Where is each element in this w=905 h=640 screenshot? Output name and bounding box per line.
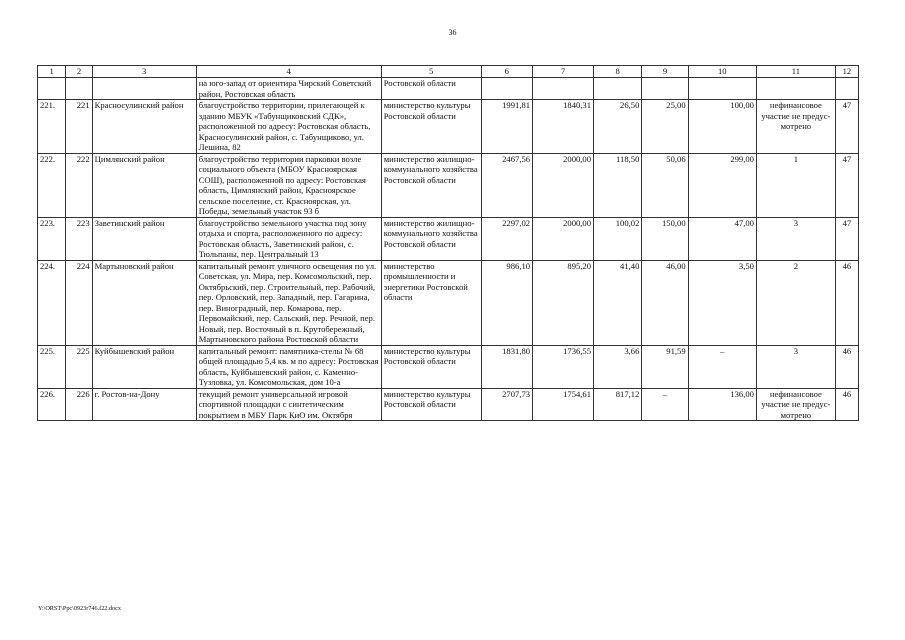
column-header: 1 [38,66,66,78]
description-cell: текущий ремонт универсальной игровой спортивной площадки с синтетическим покрытием в МБУ Парк КиО им. Октября [196,388,381,421]
ministry-cell: министерство жилищно-коммунального хозяйства Ростовской области [381,153,481,217]
ministry-cell: министерство жилищно-коммунального хозяйства Ростовской области [381,217,481,260]
value-cell: 46 [835,388,858,421]
value-cell: 47 [835,153,858,217]
participation-cell: нефинансовое участие не предус-мотрено [756,388,835,421]
district-cell: г. Ростов-на-Дону [92,388,196,421]
value-cell: 2467,56 [481,153,533,217]
row-number: 223. [38,217,66,260]
table-row [38,345,859,388]
district-cell: Куйбышевский район [92,345,196,388]
value-cell: 3,50 [688,260,756,345]
value-cell: 26,50 [594,100,642,154]
value-cell: 91,59 [642,345,688,388]
participation-cell: нефинансовое участие не предус-мотрено [756,100,835,154]
column-header: 8 [594,66,642,78]
value-cell: 136,00 [688,388,756,421]
value-cell: 150,00 [642,217,688,260]
row-index: 221 [66,100,92,154]
value-cell: 895,20 [533,260,594,345]
value-cell: 986,10 [481,260,533,345]
column-header: 3 [92,66,196,78]
column-header: 11 [756,66,835,78]
description-cell: капитальный ремонт: памятника-стелы № 68 общей площадью 5,4 кв. м по адресу: Ростовская область, Куйбышевский район, с. Каменно-Тузловка, ул. Комсомольская, дом 10-а [196,345,381,388]
column-header: 6 [481,66,533,78]
value-cell: 100,00 [688,100,756,154]
value-cell: 47 [835,217,858,260]
header-row [38,66,859,78]
value-cell: 47,00 [688,217,756,260]
value-cell: 2297,02 [481,217,533,260]
value-cell: 100,02 [594,217,642,260]
row-number: 222. [38,153,66,217]
value-cell: 299,00 [688,153,756,217]
ministry-cell: министерство культуры Ростовской области [381,100,481,154]
value-cell: 1991,81 [481,100,533,154]
column-header: 2 [66,66,92,78]
table-row [38,153,859,217]
value-cell: 46 [835,260,858,345]
row-number: 221. [38,100,66,154]
column-header: 4 [196,66,381,78]
program-table [37,65,859,421]
value-cell: 46 [835,345,858,388]
value-cell: 817,12 [594,388,642,421]
value-cell: 2707,73 [481,388,533,421]
value-cell: 2000,00 [533,153,594,217]
ministry-cell: министерство культуры Ростовской области [381,388,481,421]
page-number: 36 [448,28,457,37]
value-cell: 25,00 [642,100,688,154]
description-cell: благоустройство территории парковки возле социального объекта (МБОУ Красноярская СОШ), расположенной по адресу: Ростовская область, Цимлянский район, Красноярское сельское поселение, ст. Красноярская, ул. Победы, земельный участок 93 б [196,153,381,217]
participation-cell: 2 [756,260,835,345]
file-path-footer: Y:\ORST\Ppc\0923r746.f22.docx [38,605,121,612]
row-number: 226. [38,388,66,421]
participation-cell: 3 [756,217,835,260]
table-row [38,388,859,421]
value-cell: 1754,61 [533,388,594,421]
row-number: 224. [38,260,66,345]
description-cell: благоустройство земельного участка под зону отдыха и спорта, расположенного по адресу: Ростовская область, Заветинский район, с. Тюльпаны, пер. Центральный 13 [196,217,381,260]
participation-cell: 3 [756,345,835,388]
row-index: 226 [66,388,92,421]
continuation-row [38,78,859,100]
value-cell: 50,06 [642,153,688,217]
ministry-cell: министерство промышленности и энергетики Ростовской области [381,260,481,345]
column-header: 7 [533,66,594,78]
value-cell: 3,66 [594,345,642,388]
value-cell: 46,00 [642,260,688,345]
participation-cell: 1 [756,153,835,217]
table-row [38,260,859,345]
column-header: 5 [381,66,481,78]
column-header: 9 [642,66,688,78]
value-cell: – [688,345,756,388]
row-number: 225. [38,345,66,388]
value-cell: 1831,80 [481,345,533,388]
row-index: 225 [66,345,92,388]
value-cell: 47 [835,100,858,154]
continuation-ministry: Ростовской области [381,78,481,100]
row-index: 223 [66,217,92,260]
continuation-description: на юго-запад от ориентира Чирский Советский район, Ростовская область [196,78,381,100]
value-cell: 1840,31 [533,100,594,154]
row-index: 224 [66,260,92,345]
value-cell: 118,50 [594,153,642,217]
district-cell: Мартыновский район [92,260,196,345]
column-header: 12 [835,66,858,78]
value-cell: 2000,00 [533,217,594,260]
value-cell: 41,40 [594,260,642,345]
district-cell: Цимлянский район [92,153,196,217]
table-row [38,100,859,154]
row-index: 222 [66,153,92,217]
value-cell: – [642,388,688,421]
district-cell: Красносулинский район [92,100,196,154]
ministry-cell: министерство культуры Ростовской области [381,345,481,388]
table-row [38,217,859,260]
column-header: 10 [688,66,756,78]
district-cell: Заветинский район [92,217,196,260]
description-cell: капитальный ремонт уличного освещения по ул. Советская, ул. Мира, пер. Комсомольский, пер. Октябрьский, пер. Строительный, пер. Рабочий, пер. Орловский, пер. Западный, пер. Гагарина, пер. Виноградный, пер. Комарова, пер. Первомайский, пер. Сальский, пер. Речной, пер. Новый, пер. Восточный в п. Крутобережный, Мартыновского района Ростовской области [196,260,381,345]
value-cell: 1736,55 [533,345,594,388]
description-cell: благоустройство территории, прилегающей к зданию МБУК «Табунщиковский СДК», расположенной по адресу: Ростовская область, Красносулинский район, с. Табунщиково, ул. Лешина, 82 [196,100,381,154]
